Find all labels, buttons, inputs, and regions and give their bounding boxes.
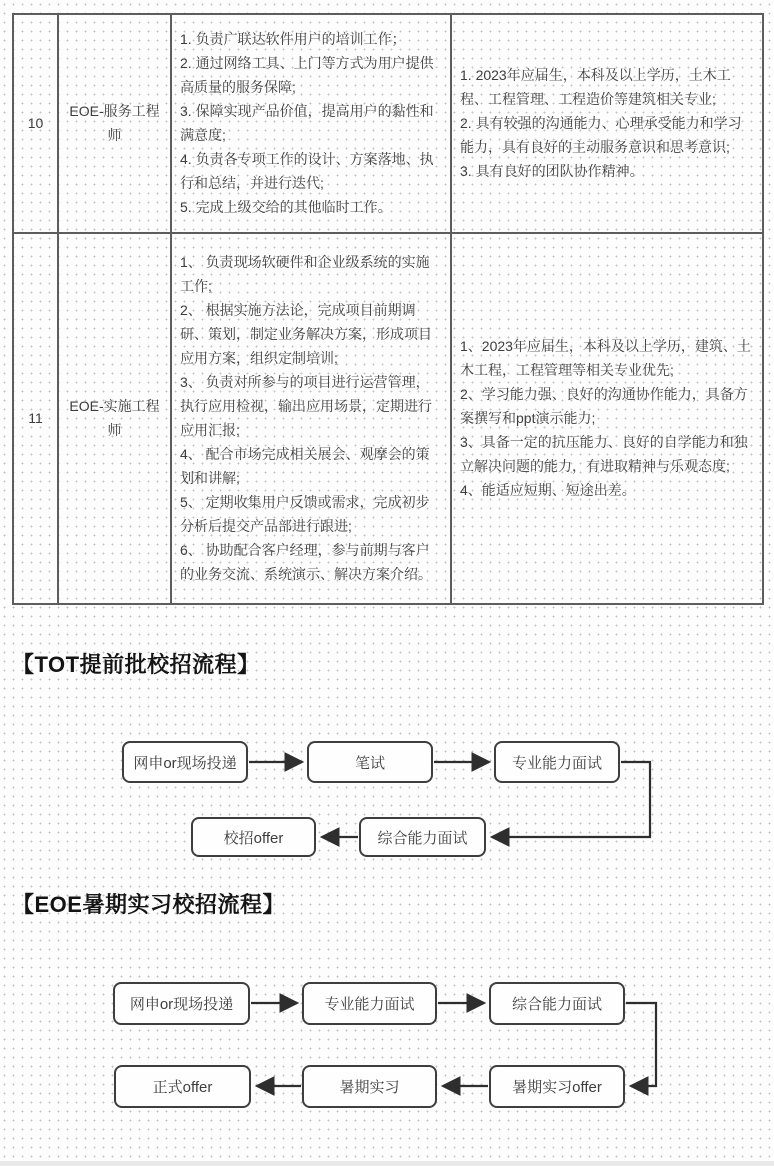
job-positions-table: [12, 13, 764, 605]
position-name: EOE-服务工程师: [58, 14, 171, 233]
requirement-line: 1、2023年应届生，本科及以上学历，建筑、土木工程，工程管理等相关专业优先;: [460, 338, 751, 379]
requirement-line: 3. 具有良好的团队协作精神。: [460, 163, 644, 180]
duty-line: 4、 配合市场完成相关展会、观摩会的策划和讲解;: [180, 446, 430, 487]
duty-line: 2. 通过网络工具、上门等方式为用户提供高质量的服务保障;: [180, 55, 434, 96]
duty-line: 2、 根据实施方法论，完成项目前期调研、策划，制定业务解决方案，形成项目应用方案，组织定制培训;: [180, 302, 432, 367]
table-row: [13, 233, 763, 604]
requirement-line: 1. 2023年应届生，本科及以上学历，土木工程、工程管理、工程造价等建筑相关专业;: [460, 67, 731, 108]
flow1-node-comprehensive-interview: 综合能力面试: [359, 817, 486, 857]
flow1-node-written-test: 笔试: [307, 741, 433, 783]
flow2-node-apply: 网申or现场投递: [113, 982, 250, 1025]
section-title-eoe-process: 【EOE暑期实习校招流程】: [12, 892, 285, 917]
section-title-tot-process: 【TOT提前批校招流程】: [12, 652, 260, 677]
row-number: 10: [13, 14, 58, 233]
position-duties: [171, 14, 451, 233]
flow2-node-summer-intern: 暑期实习: [302, 1065, 437, 1108]
flow2-node-formal-offer: 正式offer: [114, 1065, 251, 1108]
row-number: 11: [13, 233, 58, 604]
page-bottom-edge: [0, 1161, 774, 1166]
requirement-line: 2. 具有较强的沟通能力、心理承受能力和学习能力，具有良好的主动服务意识和思考意识;: [460, 115, 742, 156]
duty-line: 1、 负责现场软硬件和企业级系统的实施工作;: [180, 254, 430, 295]
duty-line: 5、 定期收集用户反馈或需求，完成初步分析后提交产品部进行跟进;: [180, 494, 430, 535]
table-row: [13, 14, 763, 233]
duty-line: 4. 负责各专项工作的设计、方案落地、执行和总结，并进行迭代;: [180, 151, 434, 192]
duty-line: 6、 协助配合客户经理，参与前期与客户的业务交流、系统演示、解决方案介绍。: [180, 542, 432, 583]
position-name: EOE-实施工程师: [58, 233, 171, 604]
requirement-line: 3、具备一定的抗压能力、良好的自学能力和独立解决问题的能力，有进取精神与乐观态度;: [460, 434, 748, 475]
position-requirements: [451, 233, 763, 604]
flow2-node-comprehensive-interview: 综合能力面试: [489, 982, 625, 1025]
duty-line: 3. 保障实现产品价值，提高用户的黏性和满意度;: [180, 103, 434, 144]
arrow-comprehensive-to-intern-offer: [626, 1003, 656, 1086]
flow1-node-offer: 校招offer: [191, 817, 316, 857]
flow1-node-apply: 网申or现场投递: [122, 741, 248, 783]
requirement-line: 2、学习能力强、良好的沟通协作能力，具备方案撰写和ppt演示能力;: [460, 386, 748, 427]
duty-line: 3、 负责对所参与的项目进行运营管理，执行应用检视，输出应用场景，定期进行应用汇报;: [180, 374, 432, 439]
flow2-node-intern-offer: 暑期实习offer: [489, 1065, 625, 1108]
flow1-node-professional-interview: 专业能力面试: [494, 741, 620, 783]
duty-line: 1. 负责广联达软件用户的培训工作；: [180, 31, 406, 48]
flow2-node-professional-interview: 专业能力面试: [302, 982, 437, 1025]
position-requirements: [451, 14, 763, 233]
position-duties: [171, 233, 451, 604]
duty-line: 5. 完成上级交给的其他临时工作。: [180, 199, 392, 216]
requirement-line: 4、能适应短期、短途出差。: [460, 482, 636, 499]
